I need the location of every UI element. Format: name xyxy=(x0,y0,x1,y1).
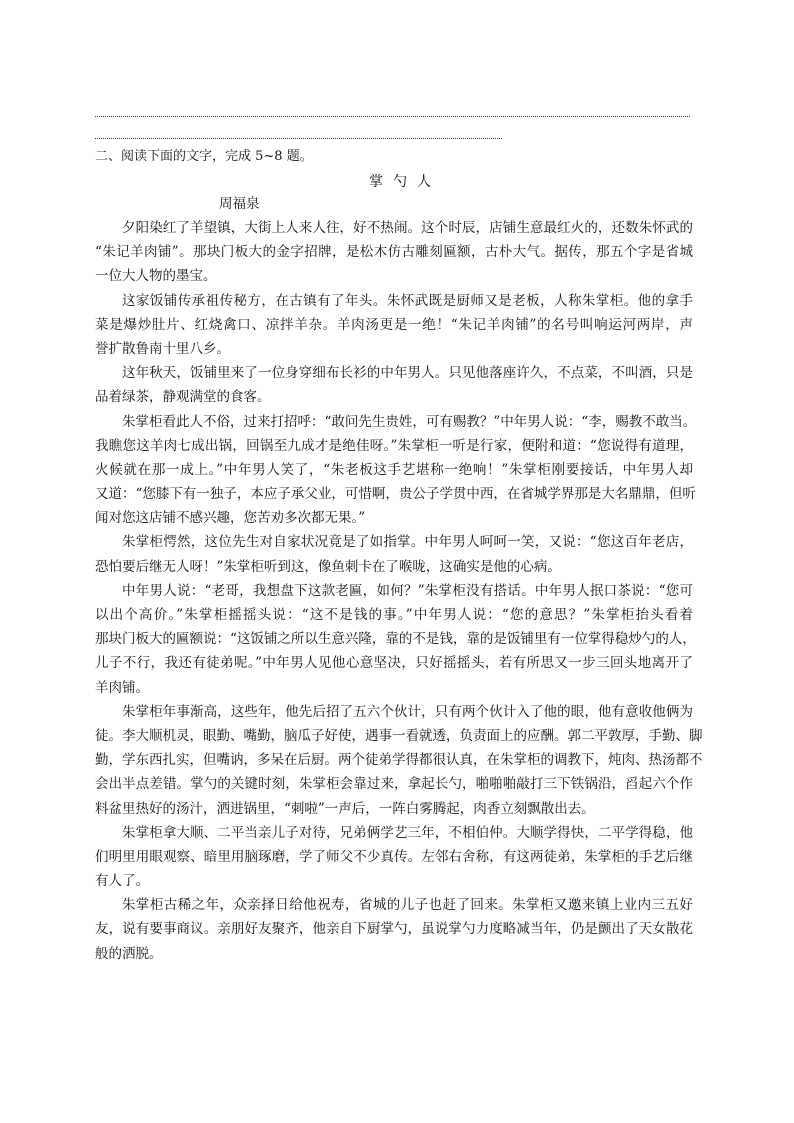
paragraph-line: 这年秋天，饭铺里来了一位身穿细布长衫的中年男人。只见他落座许久，不点菜，不叫酒，只是 xyxy=(122,365,693,382)
article-author: 周福泉 xyxy=(219,196,260,212)
paragraph-line: 友，说有要事商议。亲朋好友聚齐，他亲自下厨掌勺，虽说掌勺力度略减当年，仍是颤出了天女散花 xyxy=(95,921,693,938)
paragraph-line: 料盆里热好的汤汁，洒进锅里，“刺啦”一声后，一阵白雾腾起，肉香立刻飘散出去。 xyxy=(95,800,595,817)
paragraph-line: 朱掌柜古稀之年，众亲择日给他祝寿，省城的儿子也赶了回来。朱掌柜又邀来镇上业内三五好 xyxy=(122,897,693,914)
article-paragraph xyxy=(95,410,697,531)
article-body xyxy=(95,216,703,966)
paragraph-line: 般的洒脱。 xyxy=(95,945,163,962)
paragraph-line: 誉扩散鲁南十里八乡。 xyxy=(95,340,230,357)
article-paragraph xyxy=(95,216,693,289)
paragraph-line: 以出个高价。”朱掌柜摇摇头说：“这不是钱的事。”中年男人说：“您的意思？”朱掌柜抬头看着 xyxy=(95,607,693,623)
paragraph-line: 菜是爆炒肚片、红烧禽口、凉拌羊杂。羊肉汤更是一绝！“朱记羊肉铺”的名号叫响运河两岸，声 xyxy=(95,316,693,333)
paragraph-line: 朱掌柜愕然，这位先生对自家状况竟是了如指掌。中年男人呵呵一笑，又说：“您这百年老店， xyxy=(122,534,693,551)
answer-blank-line xyxy=(95,138,502,139)
paragraph-line: 朱掌柜拿大顺、二平当亲儿子对待，兄弟俩学艺三年，不相伯仲。大顺学得快，二平学得稳，他 xyxy=(122,824,693,841)
paragraph-line: 这家饭铺传承祖传秘方，在古镇有了年头。朱怀武既是厨师又是老板，人称朱掌柜。他的拿手 xyxy=(122,292,693,309)
paragraph-line: 们明里用眼观察、暗里用脑琢磨，学了师父不少真传。左邻右舍称，有这两徒弟，朱掌柜的手艺后继 xyxy=(95,848,693,865)
article-paragraph xyxy=(95,361,693,409)
paragraph-line: 会出半点差错。掌勺的关键时刻，朱掌柜会靠过来，拿起长勺，啪啪啪敲打三下铁锅沿，舀起六个作 xyxy=(95,776,693,793)
article-paragraph xyxy=(95,821,693,894)
paragraph-line: 羊肉铺。 xyxy=(95,679,149,696)
paragraph-line: 品着绿茶，静观满堂的食客。 xyxy=(95,389,271,406)
paragraph-line: 我瞧您这羊肉七成出锅，回锅至九成才是绝佳呀。”朱掌柜一听是行家，便附和道：“您说得有道理， xyxy=(95,437,693,454)
paragraph-line: 夕阳染红了羊望镇，大街上人来人往，好不热闹。这个时辰，店铺生意最红火的，还数朱怀武的 xyxy=(122,220,693,236)
paragraph-line: “朱记羊肉铺”。那块门板大的金字招牌，是松木仿古雕刻匾额，古朴大气。据传，那五个字是省城 xyxy=(95,244,693,261)
paragraph-line: 徒。李大顺机灵，眼勤、嘴勤，脑瓜子好使，遇事一看就透，负责面上的应酬。郭二平敦厚，手勤、脚 xyxy=(95,727,703,744)
article-paragraph xyxy=(95,289,693,362)
paragraph-line: 有人了。 xyxy=(95,873,149,890)
paragraph-line: 又道：“您膝下有一独子，本应子承父业，可惜啊，贵公子学贯中西，在省城学界那是大名鼎鼎，但听 xyxy=(95,486,696,503)
article-paragraph xyxy=(95,579,696,700)
paragraph-line: 朱掌柜年事渐高，这些年，他先后招了五六个伙计，只有两个伙计入了他的眼，他有意收他俩为 xyxy=(122,703,693,720)
paragraph-line: 中年男人说：“老哥，我想盘下这款老匾，如何？”朱掌柜没有搭话。中年男人抿口茶说：“您可 xyxy=(122,582,693,599)
section-heading: 二、阅读下面的文字，完成 5~8 题。 xyxy=(95,149,313,164)
paragraph-line: 恐怕要后继无人呀！”朱掌柜听到这，像鱼刺卡在了喉咙，这确实是他的心病。 xyxy=(95,558,561,575)
article-title: 掌勺人 xyxy=(369,174,441,190)
paragraph-line: 朱掌柜看此人不俗，过来打招呼：“敢问先生贵姓，可有赐教？”中年男人说：“李，赐教不敢当。 xyxy=(122,413,697,430)
paragraph-line: 火候就在那一成上。”中年男人笑了，“朱老板这手艺堪称一绝响！”朱掌柜刚要接话，中年男人却 xyxy=(95,461,693,478)
answer-blank-line xyxy=(95,116,690,117)
paragraph-line: 勤，学东西扎实，但嘴讷，多呆在后厨。两个徒弟学得都很认真，在朱掌柜的调教下，炖肉、热汤都不 xyxy=(95,752,703,769)
paragraph-line: 儿子不行，我还有徒弟呢。”中年男人见他心意坚决，只好摇摇头，若有所思又一步三回头地离开了 xyxy=(95,655,693,672)
article-paragraph xyxy=(95,893,693,966)
paragraph-line: 一位大人物的墨宝。 xyxy=(95,268,217,285)
paragraph-line: 那块门板大的匾额说：“这饭铺之所以生意兴隆，靠的不是钱，靠的是饭铺里有一位掌得稳炒勺的人， xyxy=(95,631,696,648)
article-paragraph xyxy=(95,530,693,578)
paragraph-line: 闻对您这店铺不感兴趣，您苦劝多次都无果。” xyxy=(95,510,366,527)
article-paragraph xyxy=(95,700,703,821)
